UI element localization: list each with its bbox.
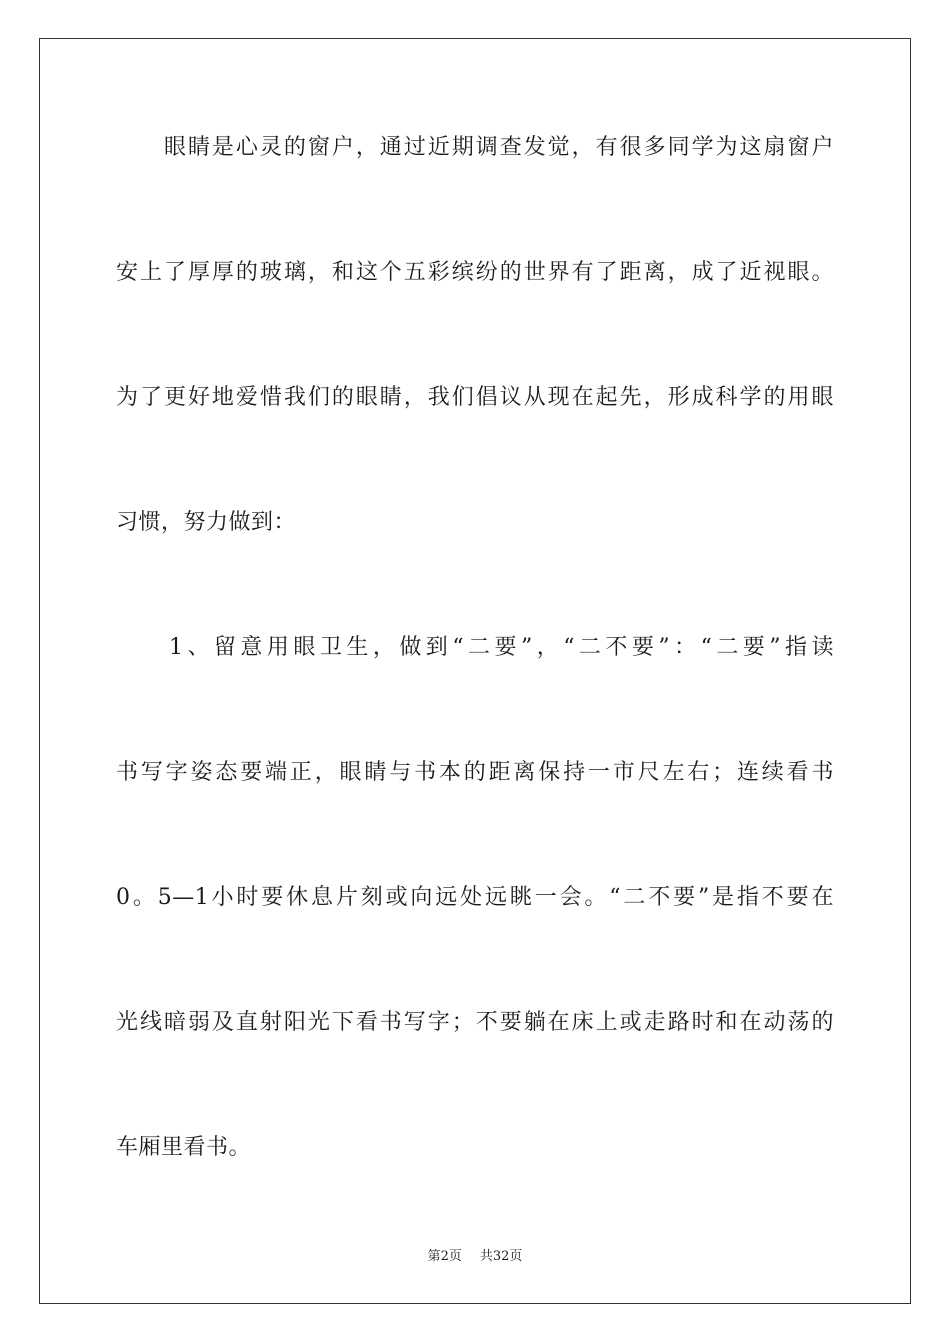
text-line-1: 眼睛是心灵的窗户，通过近期调查发觉，有很多同学为这扇窗户 bbox=[116, 135, 834, 160]
text-line-9: 车厢里看书。 bbox=[116, 1135, 252, 1160]
page-number-current: 第2页 bbox=[427, 1249, 462, 1264]
page-number-total: 共32页 bbox=[479, 1249, 523, 1264]
text-line-3: 为了更好地爱惜我们的眼睛，我们倡议从现在起先，形成科学的用眼 bbox=[116, 385, 834, 410]
text-line-6: 书写字姿态要端正，眼睛与书本的距离保持一市尺左右；连续看书 bbox=[116, 760, 834, 785]
page-footer bbox=[0, 1248, 950, 1266]
text-line-7: 0。5—1小时要休息片刻或向远处远眺一会。“二不要”是指不要在 bbox=[116, 885, 834, 910]
page-frame bbox=[39, 38, 911, 1304]
text-line-2: 安上了厚厚的玻璃，和这个五彩缤纷的世界有了距离，成了近视眼。 bbox=[116, 260, 834, 285]
text-line-8: 光线暗弱及直射阳光下看书写字；不要躺在床上或走路时和在动荡的 bbox=[116, 1010, 834, 1035]
text-line-4: 习惯，努力做到： bbox=[116, 510, 297, 535]
text-line-5: 1、留意用眼卫生，做到“二要”，“二不要”：“二要”指读 bbox=[116, 635, 834, 660]
